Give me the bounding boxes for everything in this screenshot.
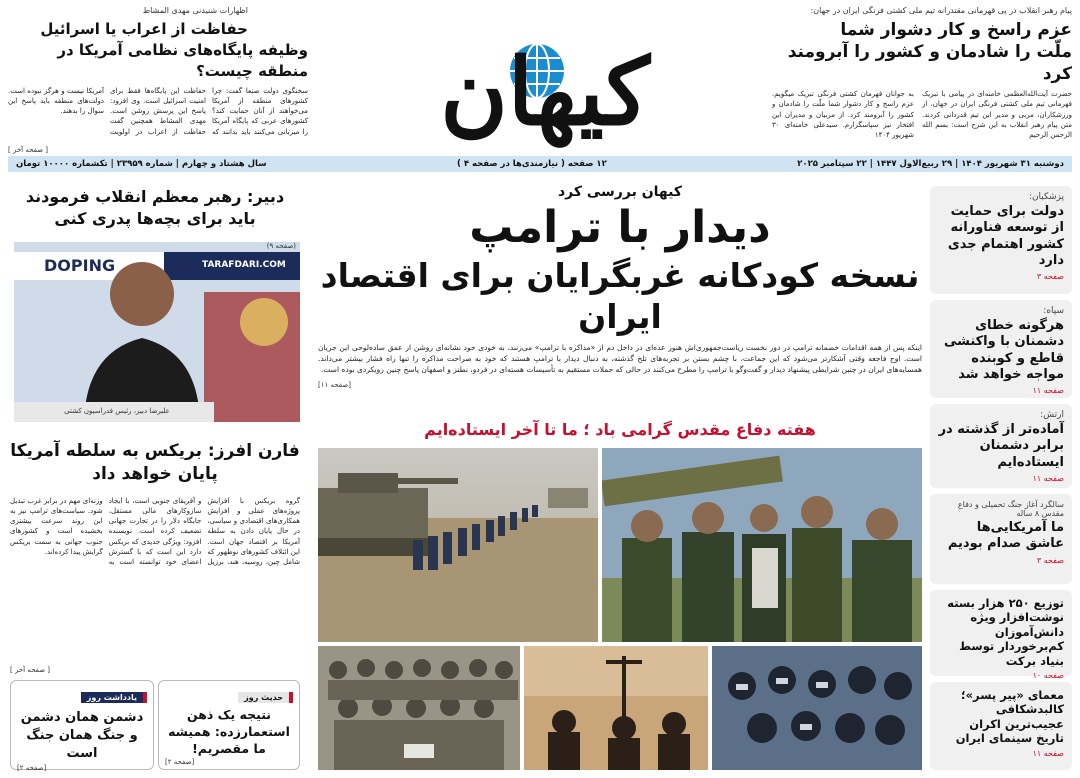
left-box-note-headline: دشمن همان دشمن و جنگ همان جنگ است	[20, 710, 144, 762]
header-right-headline-1[interactable]: عزم راسخ و کار دشوار شما	[840, 20, 1072, 40]
right-card-label: پزشکیان:	[1028, 192, 1064, 202]
date-bar-date: دوشنبه ۳۱ شهریور ۱۴۰۴ | ۲۹ ربیع‌الاول ۱۴۴۷ | ۲۲ سپتامبر ۲۰۲۵	[797, 159, 1064, 169]
right-card-2[interactable]	[930, 300, 1072, 398]
center-story	[318, 184, 922, 389]
right-card-5[interactable]	[930, 590, 1072, 680]
center-page-ref[interactable]: [صفحه ۱۱]	[318, 381, 351, 390]
masthead[interactable]	[385, 6, 705, 154]
sacred-defense-headline[interactable]: هفته دفاع مقدس گرامی باد ؛ ما تا آخر ایستاده‌ایم	[424, 420, 816, 439]
right-card-page: صفحه ۱۰	[1032, 670, 1064, 680]
dabir-photo-banner-doping: DOPING	[44, 256, 116, 275]
war-photo-troops-column	[318, 448, 598, 642]
left-story2-headline[interactable]: فارن افرز: بریکس به سلطه آمریکا پایان خواهد داد	[10, 441, 300, 484]
date-bar	[8, 156, 1072, 172]
header-right-headline-2[interactable]: ملّت را شادمان و کشور را آبرومند کرد	[787, 42, 1072, 85]
left-box-hadith-headline: نتیجه یک ذهن استعمارزده: همیشه ما مقصریم!	[168, 707, 290, 756]
war-photo-divers	[712, 646, 922, 770]
dabir-photo-banner-site: TARAFDARI.COM	[202, 260, 286, 270]
center-headline-2[interactable]: نسخه کودکانه غربگرایان برای اقتصاد ایران	[320, 255, 920, 337]
left-box-hadith[interactable]	[158, 680, 300, 770]
right-card-3[interactable]	[930, 404, 1072, 488]
header-right-kicker: پیام رهبر انقلاب در پی قهرمانی مقتدرانه تیم ملی کشتی فرنگی ایران در جهان:	[810, 6, 1072, 15]
header-left-block	[8, 6, 308, 154]
right-card-headline: هرگونه خطای دشمنان با واکنشی قاطع و کوبنده مواجه خواهد شد	[943, 318, 1064, 382]
date-bar-issue: سال هشتاد و چهارم | شماره ۲۳۹۵۹ | تکشماره ۱۰۰۰۰ تومان	[16, 159, 267, 169]
right-card-headline: ما آمریکایی‌ها عاشق صدام بودیم	[947, 520, 1064, 552]
right-card-label: سالگرد آغاز جنگ تحمیلی و دفاع مقدس ۸ ساله	[957, 500, 1064, 518]
header-right-body-2: به جوانان قهرمان کشتی فرنگی تبریک میگویم. عزم راسخ و کار دشوار شما ملّت را شادمان و کشور را آبرومند کرد. از مربیان و مدیران این افتخار نیز سپاسگزارم. سیدعلی خامنه‌ای ۳۰ شهریور ۱۴۰۴	[772, 90, 914, 139]
left-box-note[interactable]	[10, 680, 154, 770]
left-story2-body: گروه بریکس با افزایش پروژه‌های عملی و افزایش همکاری‌های اقتصادی و سیاسی، در حال پایان دادن به سلطه آمریکا بر اقتصاد جهان است. این ائتلاف کشورهای نوظهور که شامل چین، روسیه، هند، برزیل و آفریقای جنوبی است، با ایجاد سازوکارهای مالی مستقل، جایگاه دلار را در تجارت جهانی تضعیف کرده است. نویسنده افزود: ویژگی جدیدی که بریکس دارد این است که با گسترش اعضای خود توانسته است به وزنه‌ای مهم در برابر غرب تبدیل شود. سیاست‌های ترامپ نیز به این روند سرعت بیشتری بخشیده است و کشورهای جنوب جهانی به سمت بریکس گرایش پیدا کرده‌اند.	[10, 497, 300, 566]
center-headline-1[interactable]: دیدار با ترامپ	[469, 202, 771, 253]
right-card-headline: دولت برای حمایت از توسعه فناورانه کشور اهتمام جدی دارد	[947, 204, 1064, 268]
header-left-headline-2[interactable]: وظیفه پایگاه‌های نظامی آمریکا در منطقه چیست؟	[57, 41, 308, 80]
left-box-note-page: [صفحه ۲]	[17, 763, 47, 772]
war-photo-silhouettes	[524, 646, 708, 770]
right-card-label: ارتش:	[1040, 410, 1064, 420]
left-box-hadith-page: [صفحه ۲]	[165, 757, 195, 766]
right-card-page: صفحه ۱۱	[1032, 473, 1064, 483]
dabir-photo-caption: علیرضا دبیر، رئیس فدراسیون کشتی	[64, 407, 170, 415]
war-photo-group	[318, 646, 520, 770]
right-card-headline: آماده‌تر از گذشته در برابر دشمنان ایستاده‌ایم	[938, 422, 1064, 470]
header-right-block	[772, 6, 1072, 161]
masthead-title: کیهان	[440, 38, 650, 146]
right-card-page: صفحه ۳	[1036, 272, 1064, 281]
left-box-hadith-tag: حدیث روز	[238, 692, 293, 703]
right-card-1[interactable]	[930, 186, 1072, 294]
dabir-photo	[14, 242, 300, 422]
left-story2-page[interactable]: [ صفحه آخر ]	[10, 666, 51, 674]
dabir-photo-page[interactable]: (صفحه ۹)	[266, 242, 296, 250]
right-card-label: سپاه:	[1043, 306, 1064, 316]
left-box-note-tag: یادداشت روز	[81, 692, 147, 703]
right-card-headline: توزیع ۲۵۰ هزار بسته نوشت‌افزار ویژه دانش‌آموزان کم‌برخوردار توسط بنیاد برکت	[947, 596, 1064, 668]
header-left-kicker: اظهارات شنیدنی مهدی المشاط	[142, 6, 248, 15]
right-card-4[interactable]	[930, 494, 1072, 584]
right-card-headline: معمای «پیر پسر»؛ کالبدشکافی عجیب‌ترین اکران تاریخ سینمای ایران	[955, 688, 1064, 746]
right-card-page: صفحه ۳	[1036, 555, 1064, 565]
right-card-page: صفحه ۱۱	[1032, 386, 1064, 395]
right-card-6[interactable]	[930, 682, 1072, 770]
center-kicker: کیهان بررسی کرد	[557, 184, 683, 200]
left-top-headline[interactable]: دبیر: رهبر معظم انقلاب فرمودند باید برای بچه‌ها پدری کنی	[25, 187, 285, 228]
header-left-headline-1[interactable]: حفاظت از اعراب یا اسرائیل	[40, 20, 248, 38]
header-right-body-1: حضرت آیت‌الله‌العظمی خامنه‌ای در پیامی با تبریک قهرمانی تیم ملی کشتی فرنگی ایران در جهان، از ورزشکاران، مربی و مدیر این تیم قدردانی کردند. متن پیام رهبر انقلاب به این شرح است: بسم الله الرحمن الرحیم	[922, 90, 1072, 139]
date-bar-pages: ۱۲ صفحه ( نیازمندی‌ها در صفحه ۴ )	[456, 159, 607, 169]
header-left-body: سخنگوی دولت صنعا گفت: چرا کشورهای منطقه از آمریکا می‌خواهند از آنان حمایت کند؟ کشورهای عربی که پایگاه آمریکا را میزبانی می‌کنند باید بدانند که حفاظت این پایگاه‌ها فقط برای امنیت اسرائیل است. وی افزود: پاسخ این پرسش روشن است. مهدی المشاط همچنین گفت حفاظت از اعراب در اولویت آمریکا نیست و هرگز نبوده است. دولت‌های منطقه باید پاسخ این سوال را بدهند.	[8, 87, 308, 136]
war-photo-commanders	[602, 448, 922, 642]
header-left-page-ref[interactable]: [ صفحه آخر ]	[8, 146, 49, 154]
right-card-page: صفحه ۱۱	[1032, 748, 1064, 758]
center-body: اینکه پس از همه اقدامات خصمانه ترامپ در دور نخست ریاست‌جمهوری‌اش هنوز عده‌ای در داخل دم از «مذاکره با ترامپ» می‌زنند، به خودی خود نشانه‌ای روشن از عمق ساده‌لوحی این جریان است. اوج فاجعه وقتی آشکارتر می‌شود که این جماعت، با چشم بستن بر تجربه‌های تلخ گذشته، به دنبال دیدار با ترامپ هستند که خود به صراحت مذاکره را تنها راه فشار بیشتر می‌داند. همسایه‌های ایران در چنین شرایطی پیشنهاد دیدار و گفت‌وگو با ترامپ را مطرح می‌کنند در حالی که حملات مستقیم به تأسیسات هسته‌ای در فردو، نطنز و اصفهان پاسخ چنین رویکردی بوده است.	[318, 343, 922, 375]
